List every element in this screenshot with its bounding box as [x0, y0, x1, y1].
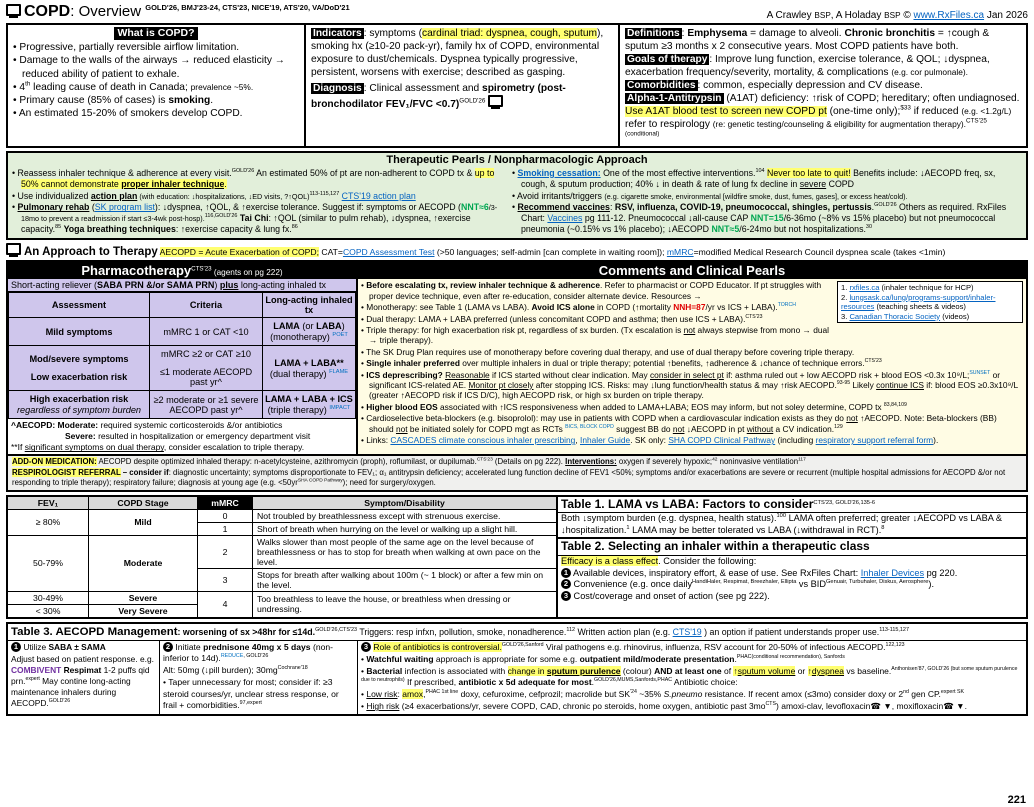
table3-line: Alt: 50mg (↓pill burden); $30mg^{Cochrane'18}$: [163, 665, 308, 676]
mmrc-description: Walks slower than most people of the same age on the level because of breathlessness or has to stop for breath when walking at own pace on the level.: [253, 535, 558, 568]
definitions-panel: [620, 25, 1026, 146]
comment-bullet: • Dual therapy: LAMA + LABA preferred (unless concomitant COPD and asthma; then use ICS + LABA).$^{CTS'23}$: [361, 314, 1023, 324]
fev-mmrc-table: [6, 495, 558, 619]
tx-cell: LAMA (or LABA): [273, 321, 345, 332]
assessment-cell: regardless of symptom burden: [16, 405, 142, 416]
link[interactable]: rxfiles.ca: [849, 283, 880, 293]
tx-cell: (triple therapy) $^{IMPACT}$: [267, 405, 351, 416]
table1-title: Table 1. LAMA vs LABA: Factors to consider$^{CTS'23, GOLD'26,135-6}$: [558, 497, 1026, 514]
table3-line: • Watchful waiting approach is appropriate for some e.g. outpatient mild/moderate presentation.$^{PHAC(conditional recommendation), Sanfords}$: [361, 653, 845, 664]
fev-value: < 30%: [7, 604, 89, 618]
whatis-bullet: • Damage to the walls of the airways → reduced elasticity → reduced ability of patient to exhale.: [13, 54, 299, 80]
addon-medication-line: ADD-ON MEDICATION: AECOPD despite optimized inhaled therapy: n-acetylcysteine, azithromycin (proph), roflumilast, or dupilumab.$^{CTS'23}$ (Details on pg 222). Interventions: oxygen if severely hypoxic;$^{42}$ noninvasive ventilation$^{117}$: [12, 457, 806, 467]
pearls-title: Therapeutic Pearls / Nonpharmacologic Approach: [386, 154, 648, 167]
table3-line: • High risk (≥4 exacerbations/yr, severe COPD, CAD, chronic po steroids, home oxygen, antibiotic past $3mo^{CTS}$) amoxi-clav, levofloxacin☎ ▼, moxifloxacin☎ ▼.: [361, 701, 967, 712]
mmrc-description: Short of breath when hurrying on the level or walking up a slight hill.: [253, 522, 558, 535]
link[interactable]: CASCADES climate conscious inhaler prescribing: [390, 435, 576, 446]
link[interactable]: Canadian Thoracic Society: [849, 311, 941, 321]
comments-panel: [358, 260, 1028, 456]
goals-paragraph: Goals of therapy : Improve lung function, exercise tolerance, & QOL; ↓dyspnea, exacerbation frequency/severity, mortality, & complications (e.g. cor pulmonale).: [625, 54, 990, 79]
byline: A Crawley BSP, A Holaday BSP © www.RxFiles.ca Jan 2026: [766, 10, 1028, 21]
link[interactable]: CTS'19: [672, 626, 702, 637]
assessment-cell: Mod/severe symptoms: [29, 354, 129, 365]
footnote: Severe: resulted in hospitalization or emergency department visit: [65, 431, 311, 442]
table-header-row: [7, 496, 557, 510]
whatis-bullet: • Primary cause (85% of cases) is smoking.: [13, 94, 299, 107]
table-row: [9, 391, 356, 419]
table3-col-antibiotics: [358, 641, 1026, 714]
table-row: [7, 509, 557, 522]
computer-icon: [6, 4, 21, 16]
resource-item: 3. Canadian Thoracic Society (videos): [841, 311, 970, 321]
stage-value: Very Severe: [89, 604, 198, 618]
table-row: [7, 591, 557, 604]
tables-1-2-panel: [558, 495, 1028, 619]
title-references: GOLD'26, BMJ'23-24, CTS'23, NICE'19, ATS'20, VA/DoD'21: [145, 3, 350, 12]
fev-value: 30-49%: [7, 591, 89, 604]
pharmacotherapy-footnotes: [8, 419, 356, 454]
computer-icon: [488, 95, 503, 107]
comment-bullet: • Triple therapy: for high exacerbation risk pt, regardless of sx burden. (Tx escalation is not always stepwise from mono → dual → triple therapy).: [361, 325, 1023, 346]
assessment-cell: High exacerbation risk: [29, 394, 129, 405]
table3-line: 2 Initiate prednisone 40mg x 5 days (non-inferior to 14d).$^{REDUCE, GOLD'26}$: [163, 641, 334, 664]
col-header-mmrc: mMRC: [198, 496, 253, 510]
criteria-cell: mMRC 1 or CAT <10: [163, 326, 249, 337]
tx-cell: LAMA + LABA + ICS: [265, 394, 353, 405]
table3-title-rest: : worsening of sx >48hr for ≤14d.$^{GOLD'26,CTS'23}$ Triggers: resp infxn, pollution, smoke, nonadherence.$^{112}$ Written action plan (e.g. CTS'19 ) an option if patient understands proper use.$^{113-115,127}$: [177, 626, 909, 637]
col-header-tx: Long-acting inhaled tx: [263, 293, 356, 318]
link[interactable]: Smoking cessation:: [517, 167, 601, 178]
comment-bullet: • The SK Drug Plan requires use of monotherapy before covering dual therapy, and use of dual therapy before covering triple therapy.: [361, 347, 1023, 357]
table2-item: 2 Convenience (e.g. once daily$^{HandiHaler, Respimat, Breezhaler, Ellipta}$ vs $BID^{Genuair, Turbuhaler, Diskus, Aerosphere}$).: [561, 579, 1023, 591]
pearls-bullet: • Recommend vaccines: RSV, influenza, COVID-19, pneumococcal, shingles, pertussis.$^{GOLD'26}$ Others as required. RxFiles Chart: Vaccines pg 111-12. Pneumococcal ↓all-cause CAP NNT=15/6-36mo (~8% vs 15% placebo) but not pneumococcal pneumonia (~0.15% vs 1% placebo); ↓AECOPD NNT≈5/6-24mo but not hospitalizations.$^{30}$: [512, 202, 1022, 235]
table3-title: [8, 624, 1026, 641]
indicators-paragraph: Indicators : symptoms (cardinal triad: dyspnea, cough, sputum), smoking hx (≥10-20 pack-yr), family hx of COPD, environmental exposure to dust/chemicals. Dyspnea typically progressive, persistent, worsens with exercise; described as gasping.: [311, 28, 604, 79]
link[interactable]: Inhaler Devices: [860, 567, 925, 578]
footnote: **If significant symptoms on dual therapy, consider escalation to triple therapy.: [11, 442, 305, 453]
comment-bullet: • Before escalating tx, review inhaler technique & adherence. Refer to pharmacist or COPD Educator. If pt struggles with proper device technique, even after re-education, consider alternate device. Resources →: [361, 280, 1023, 301]
assessment-cell: Low exacerbation risk: [30, 372, 128, 383]
col-header-stage: COPD Stage: [89, 496, 198, 510]
table2-intro: Efficacy is a class effect. Consider the following:: [561, 556, 757, 566]
approach-line: [6, 243, 1028, 258]
comment-bullet: • Monotherapy: see Table 1 (LAMA vs LABA). Avoid ICS alone in COPD (↑mortality NNH=87/yr vs ICS + LABA).$^{TORCH}$: [361, 302, 1023, 312]
mmrc-grade: 3: [198, 568, 253, 591]
stage-value: Moderate: [89, 535, 198, 591]
stage-value: Severe: [89, 591, 198, 604]
fev-value: ≥ 80%: [7, 509, 89, 535]
table2-body: [558, 556, 1026, 603]
table3-col-prednisone: [160, 641, 358, 714]
diagnosis-paragraph: [311, 82, 613, 111]
indicators-panel: [306, 25, 620, 146]
whatis-bullet: • 4th leading cause of death in Canada; prevalence ~5%.: [13, 81, 299, 94]
title-rest: : Overview: [70, 3, 142, 20]
page-title: [6, 3, 350, 21]
comment-bullet: • Links: CASCADES climate conscious inhaler prescribing, Inhaler Guide. SK only: SHA COPD Clinical Pathway (including respiratory support referral form).: [361, 435, 1023, 445]
stage-value: Mild: [89, 509, 198, 535]
col-header-criteria: Criteria: [150, 293, 263, 318]
approach-heading: An Approach to Therapy: [24, 246, 158, 259]
table3-title-main: Table 3. AECOPD Management: [11, 625, 178, 638]
table-row: [9, 318, 356, 346]
table2-item: 1 Available devices, inspiratory effort, & ease of use. See RxFiles Chart: Inhaler Devices pg 220.: [561, 568, 1023, 580]
pharmacotherapy-header: Pharmacotherapy$^{CTS'23}$ (agents on pg 222): [8, 262, 356, 279]
tx-cell: LAMA + LABA**: [274, 357, 344, 368]
pearls-bullet: • Pulmonary rehab (SK program list): ↓dyspnea, ↑QOL, & ↑exercise tolerance. Suggest if: symptoms or AECOPD (NNT≈6/3-18mo to prevent a readmission if start ≤3-4wk post-hosp).$^{116,GOLD'26}$ Tai Chi: ↑QOL (similar to pulm rehab), ↓dyspnea, ↑exercise capacity.$^{85}$ Yoga breathing techniques: ↑exercise capacity & lung fx.$^{86}$: [12, 202, 502, 235]
fev-value: 50-79%: [7, 535, 89, 591]
resource-item: 1. rxfiles.ca (inhaler technique for HCP): [841, 283, 974, 293]
table3-line: • Taper unnecessary for most; consider if: ≥3 steroid courses/yr, unclear stress response, or frail + comorbidities.$^{97,expert}$: [163, 677, 339, 710]
footnote: ^AECOPD: Moderate: required systemic corticosteroids &/or antibiotics: [11, 420, 283, 431]
mmrc-description: Not troubled by breathlessness except with strenuous exercise.: [253, 509, 558, 522]
link[interactable]: SHA COPD Clinical Pathway: [668, 435, 776, 446]
mmrc-grade: 0: [198, 509, 253, 522]
table-row: [9, 346, 356, 391]
table3-line: • Low risk: amox,$^{PHAC 1st line}$ doxy, cefuroxime, cefprozil; macrolide but $SK^{'24}$ ~35% S.pneumo resistance. If recent amox (≤3mo) consider doxy or 2nd gen CP.$^{expert SK}$: [361, 689, 965, 700]
table-header-row: [9, 293, 356, 318]
pearls-bullet: • Smoking cessation: One of the most effective interventions.$^{104}$ Never too late to quit! Benefits include: ↓AECOPD freq, sx, cough, & sputum production; 40% ↓ in death & rate of lung fx decline in severe COPD: [512, 168, 1022, 190]
overview-box: [6, 23, 1028, 148]
resource-item: 2. lungsask.ca/lung/programs-support/inhaler-resources (teaching sheets & videos): [841, 292, 996, 312]
table3-line: 1 Utilize SABA ± SAMA: [11, 642, 156, 653]
table3-line: Adjust based on patient response. e.g. COMBIVENT Respimat 1-2 puffs qid prn.$^{expert}$ May contine long-acting maintenance inhalers during AECOPD.$^{GOLD'26}$: [11, 653, 154, 708]
respirologist-referral-line: RESPIROLOGIST REFERRAL – consider if: diagnostic uncertainty; symptoms disproportionate to FEV₁; α₁ antitrypsin deficiency; accelerated lung function decline of FEV1 <50%; symptoms and/or exacerbations are severe or recurrent (multiple hospital admissions for AECOPD &/or not responding to triple therapy); respiratory failure; diagnosis at young age (e.g. $<50yr^{SHA COPD Pathway}$); need for surgery/oxygen.: [12, 467, 1006, 488]
comment-bullet: • Single inhaler preferred over multiple inhalers in dual or triple therapy; potential ↑benefits, ↑adherence & ↓chance of technique errors.$^{CTS'23}$: [361, 358, 1023, 368]
table2-item: 3 Cost/coverage and onset of action (see pg 222).: [561, 591, 1023, 603]
inhaler-resources-box: [837, 281, 1023, 323]
link[interactable]: lungsask.ca/lung/programs-support/inhaler-resources: [841, 292, 996, 312]
col-header-symptom: Symptom/Disability: [253, 496, 558, 510]
computer-icon: [6, 243, 21, 255]
comment-bullet: • ICS deprescribing? Reasonable if ICS started without clear indication. May consider in select pt if: asthma ruled out + low AECOPD risk + blood EOS <0.3x 10⁹/L;$^{SUNSET}$ or significant ICS-related AE. Monitor pt closely after stopping ICS. Risks: may ↓lung function/health status & may ↑risk AECOPD.$^{93-95}$ Likely continue ICS if: blood EOS ≥0.3x10⁹/L (greater ↑AECOPD risk if ICS D/C), high AECOPD risk, or high sx burden on triple therapy.: [361, 370, 1023, 401]
link[interactable]: COPD Assessment Test: [342, 247, 435, 258]
mmrc-grade: 4: [198, 591, 253, 618]
link[interactable]: mMRC: [666, 247, 694, 258]
pearls-bullet: • Avoid irritants/triggers (e.g. cigarette smoke, environmental [wildfire smoke, dust, fumes, gases], or excess heat/cold).: [512, 191, 1022, 202]
fev-mmrc-panel: [6, 495, 558, 619]
what-is-copd-title: What is COPD?: [114, 27, 197, 40]
pharmacotherapy-panel: [6, 260, 358, 456]
addon-referral-strip: [6, 456, 1028, 492]
diagnosis-text: Diagnosis : Clinical assessment and spirometry (post- bronchodilator FEV₁/FVC <0.7)$^{GOLD'26}$: [311, 83, 566, 111]
comment-bullet: • Higher blood EOS associated with ↑ICS responsiveness when added to LAMA+LABA; EOS may inform, but not soley determine, COPD tx $^{83,84,109}$: [361, 402, 1023, 412]
comment-bullet: • Cardioselective beta-blockers (e.g. bisoprolol): may use in patients with COPD when a cardiovascular indication exists as they do not ↑AECOPD. Note: Beta-blockers (BB) should not be initiated solely for COPD mgt as RCTs $^{BICS, BLOCK COPD}$ suggest BB do not ↓AECOPD in pt without a CV indication.$^{129}$: [361, 413, 1023, 434]
reliever-row: Short-acting reliever (SABA PRN &/or SAMA PRN) plus long-acting inhaled tx: [8, 279, 356, 292]
col-header-fev: FEV₁: [7, 496, 89, 510]
criteria-cell: ≥2 moderate or ≥1 severe AECOPD past yr^: [153, 394, 259, 415]
link[interactable]: CTS'19 action plan: [341, 190, 416, 201]
page-number: 221: [1007, 794, 1026, 806]
mmrc-grade: 2: [198, 535, 253, 568]
link[interactable]: respiratory support referral form: [815, 435, 934, 446]
mmrc-description: Stops for breath after walking about 100m (~ 1 block) or after a few min on the level.: [253, 568, 558, 591]
comments-body: [358, 279, 1026, 454]
mmrc-grade: 1: [198, 522, 253, 535]
link[interactable]: Inhaler Guide: [580, 435, 631, 446]
table3-line: • Bacterial infection is associated with change in sputum purulence (colour) AND at least one of ↑sputum volume or ↑dyspnea vs baseline.$^{Anthonisen'87, GOLD'26 (but some sputum purulence due to neutrophils)}$ If prescribed, antibiotic x 5d adequate for most.$^{GOLD'26,MUMS,Sanfords,PHAC}$ Antibiotic choice:: [361, 666, 1018, 688]
pearls-bullet: • Use individualized action plan (with education: ↓hospitalizations, ↓ED visits, ?↑QOL)$^{113-115,127}$ CTS'19 action plan: [12, 191, 502, 202]
title-main: COPD: [24, 3, 71, 20]
link[interactable]: www.RxFiles.ca: [913, 10, 985, 21]
what-is-copd-panel: [8, 25, 306, 146]
pearls-left-column: [12, 168, 502, 237]
table3-col-saba: [8, 641, 160, 714]
pharmacotherapy-table: [8, 292, 356, 419]
mmrc-description: Too breathless to leave the house, or breathless when dressing or undressing.: [253, 591, 558, 618]
aecopd-management-panel: [6, 622, 1028, 716]
criteria-cell: mMRC ≥2 or CAT ≥10: [161, 349, 251, 360]
pearls-right-column: [512, 168, 1022, 237]
whatis-bullet: • An estimated 15-20% of smokers develop COPD.: [13, 107, 299, 120]
table2-title: Table 2. Selecting an inhaler within a therapeutic class: [558, 537, 1026, 556]
a1at-paragraph: Alpha-1-Antitrypsin (A1AT) deficiency: ↑risk of COPD; hereditary; often undiagnosed. Use A1AT blood test to screen new COPD pt (one-time only);$^{\$33}$ if reduced (e.g. <1.2g/L) refer to respirology (re: genetic testing/counseling & eligibility for augmentation therapy).$^{CTS'25 (conditional)}$: [625, 93, 1020, 138]
whatis-bullet: • Progressive, partially reversible airflow limitation.: [13, 41, 299, 54]
therapeutic-pearls-box: [6, 151, 1028, 240]
approach-legend: AECOPD = Acute Exacerbation of COPD; CAT=COPD Assessment Test (>50 languages; self-admin [can complete in waiting room]); mMRC=modified Medical Research Council dyspnea scale (takes <1min): [159, 247, 946, 258]
col-header-assessment: Assessment: [9, 293, 150, 318]
comments-header: Comments and Clinical Pearls: [358, 262, 1026, 279]
tx-cell: (dual therapy) $^{FLAME}$: [269, 368, 349, 379]
table-row: [7, 535, 557, 568]
assessment-cell: Mild symptoms: [45, 326, 113, 337]
tx-cell: (monotherapy) $^{POET}$: [270, 332, 348, 343]
pearls-bullet: • Reassess inhaler technique & adherence at every visit.$^{GOLD'26}$ An estimated 50% of pt are non-adherent to COPD tx & up to 50% cannot demonstrate proper inhaler technique.: [12, 168, 502, 190]
link[interactable]: Vaccines: [547, 213, 583, 224]
comorbidities-paragraph: Comorbidities : common, especially depression and CV disease.: [627, 80, 923, 92]
link[interactable]: SK program list: [94, 202, 155, 213]
page-header: [6, 3, 1028, 21]
definitions-paragraph: Definitions : Emphysema = damage to alveoli. Chronic bronchitis = ↑cough & sputum ≥3 months x 2 consecutive years. Most COPD patients have both.: [625, 28, 990, 53]
criteria-cell: ≤1 moderate AECOPD past yr^: [159, 367, 253, 388]
table3-line: 3 Role of antibiotics is controversial.$^{GOLD'26,Sanford}$ Viral pathogens e.g. rhinovirus, influenza, RSV account for 20-50% of infectious AECOPD.$^{122,123}$: [361, 642, 1023, 653]
table1-body: Both ↓symptom burden (e.g. dyspnea, health status).$^{100}$ LAMA often preferred; greater ↓AECOPD vs LABA & ↓hospitalization.$^1$ LAMA may be better tolerated vs LABA (↓withdrawal in RCT).$^8$: [561, 513, 1003, 535]
